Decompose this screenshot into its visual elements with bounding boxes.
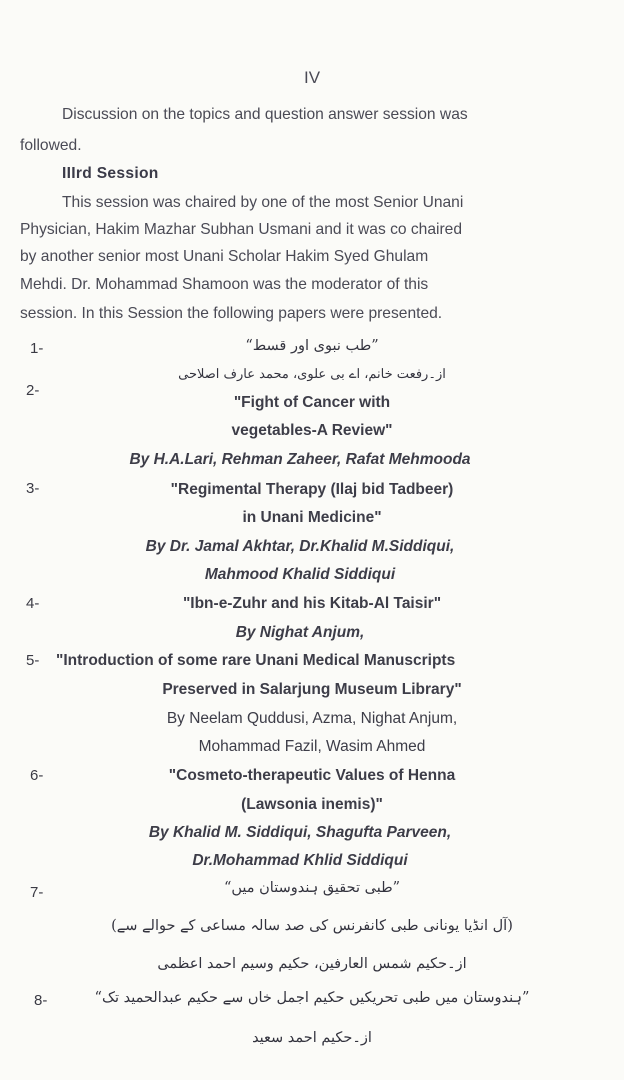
paper-title-line: "Cosmeto-therapeutic Values of Henna	[168, 767, 456, 784]
intro-line: Discussion on the topics and question answer session was	[62, 106, 468, 123]
session-text-line: This session was chaired by one of the most Senior Unani	[62, 194, 464, 211]
paper-urdu-author: از۔حکیم شمس العارفین، حکیم وسیم احمد اعظمی	[157, 956, 467, 972]
paper-title-line: "Regimental Therapy (Ilaj bid Tadbeer)	[170, 481, 454, 498]
paper-title-line: "Fight of Cancer with	[233, 394, 391, 411]
session-text-line: session. In this Session the following papers were presented.	[20, 305, 443, 322]
paper-title-line: vegetables-A Review"	[231, 422, 393, 439]
paper-author-line: Dr.Mohammad Khlid Siddiqui	[192, 852, 408, 869]
paper-urdu-author: از۔حکیم احمد سعید	[252, 1030, 372, 1046]
paper-number: 5-	[26, 652, 40, 669]
paper-title-line: "Ibn-e-Zuhr and his Kitab-Al Taisir"	[182, 595, 442, 612]
page-number: IV	[303, 68, 321, 87]
session-text-line: Mehdi. Dr. Mohammad Shamoon was the moderator of this	[20, 276, 429, 293]
paper-title-line: (Lawsonia inemis)"	[241, 796, 383, 813]
intro-line: followed.	[20, 137, 82, 154]
paper-number: 1-	[30, 340, 44, 357]
paper-urdu-title: ”طب نبوی اور قسط“	[245, 338, 379, 354]
session-text-line: by another senior most Unani Scholar Hakim Syed Ghulam	[20, 248, 429, 265]
paper-urdu-title: ”طبی تحقیق ہندوستان میں“	[223, 880, 401, 896]
paper-title-line: "Introduction of some rare Unani Medical Manuscripts	[56, 652, 456, 669]
paper-title-line: in Unani Medicine"	[242, 509, 382, 526]
paper-author-line: By Nighat Anjum,	[235, 624, 365, 641]
paper-author-line: By Neelam Quddusi, Azma, Nighat Anjum,	[166, 710, 458, 727]
paper-number: 8-	[34, 992, 48, 1009]
paper-author-line: Mahmood Khalid Siddiqui	[204, 566, 396, 583]
paper-number: 4-	[26, 595, 40, 612]
session-heading: IIIrd Session	[62, 165, 159, 182]
session-text-line: Physician, Hakim Mazhar Subhan Usmani and it was co chaired	[20, 221, 463, 238]
paper-urdu-subtitle: (آل انڈیا یونانی طبی کانفرنس کی صد سالہ مساعی کے حوالے سے)	[111, 918, 513, 934]
paper-title-line: Preserved in Salarjung Museum Library"	[162, 681, 462, 698]
paper-number: 6-	[30, 767, 44, 784]
paper-number: 7-	[30, 884, 44, 901]
paper-author-line: By Khalid M. Siddiqui, Shagufta Parveen,	[148, 824, 452, 841]
paper-author-line: By H.A.Lari, Rehman Zaheer, Rafat Mehmooda	[129, 451, 471, 468]
paper-number: 3-	[26, 480, 40, 497]
paper-urdu-title: ”ہندوستان میں طبی تحریکیں حکیم اجمل خاں سے حکیم عبدالحمید تک“	[94, 990, 530, 1006]
paper-urdu-author: از۔رفعت خانم، اے بی علوی، محمد عارف اصلاحی	[178, 367, 446, 382]
paper-author-line: By Dr. Jamal Akhtar, Dr.Khalid M.Siddiqui,	[145, 538, 455, 555]
paper-author-line: Mohammad Fazil, Wasim Ahmed	[198, 738, 426, 755]
paper-number: 2-	[26, 382, 40, 399]
